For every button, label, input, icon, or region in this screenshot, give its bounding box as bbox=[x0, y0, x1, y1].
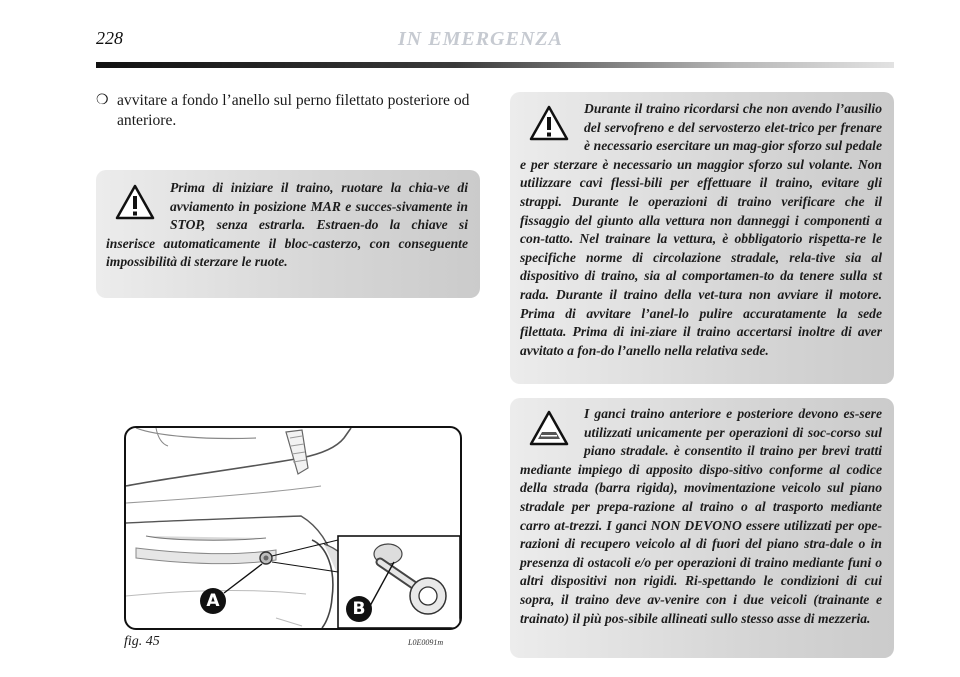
warning-triangle-icon bbox=[520, 100, 578, 146]
bullet-item bbox=[96, 91, 488, 131]
header-rule bbox=[96, 62, 894, 68]
warning-text: Prima di iniziare il traino, ruotare la chia-ve di avviamento in posizione MAR e succes-sivamente in STOP, senza estrarla. Estraen-do la chiave si inserisce automaticamente il bloc-casterzo, con conseguente impossibilità di sterzare le ruote. bbox=[106, 180, 468, 270]
callout-b-label: B bbox=[352, 599, 366, 619]
page-number: 228 bbox=[96, 28, 123, 48]
warning-text: I ganci traino anteriore e posteriore devono es-sere utilizzati unicamente per operazioni di soc-corso sul piano stradale. è consentito il traino per brevi tratti mediante impiego di apposito dispo-sitivo conforme al codice della strada (barra rigida), movimentazione veicolo sul piano stradale per prepa-razione al traino o al trasporto mediante carro at-trezzi. I ganci NON DEVONO essere utilizzati per ope-razioni di recupero veicolo al di fuori del piano stra-dale o in presenza di ostacoli e/o per operazioni di traino mediante funi o altri dispositivi non rigidi. Ri-spettando le condizioni di cui sopra, il traino deve av-venire con i due veicoli (trainante e trainato) il più pos-sibile allineati sullo stesso asse di mezzeria. bbox=[520, 406, 882, 626]
warning-box-hooks bbox=[510, 398, 894, 658]
warning-box-towing bbox=[510, 92, 894, 384]
bullet-marker: ❍ bbox=[96, 93, 109, 108]
road-warning-triangle-icon bbox=[520, 405, 578, 451]
callout-a-label: A bbox=[206, 591, 220, 611]
warning-box-key bbox=[96, 170, 480, 298]
car-rear-illustration bbox=[126, 428, 460, 628]
callout-b bbox=[346, 596, 372, 622]
callout-a bbox=[200, 588, 226, 614]
figure-code: L0E0091m bbox=[408, 638, 444, 647]
warning-text: Durante il traino ricordarsi che non avendo l’ausilio del servofreno e del servosterzo elet-trico per frenare è necessario esercitare un mag-gior sforzo sul pedale e per sterzare è necessario un maggior sforzo sul volante. Non utilizzare cavi flessi-bili per effettuare il traino, evitare gli strappi. Durante le operazioni di traino verificare che il fissaggio del giunto alla vettura non danneggi i componenti a con-tatto. Nel trainare la vettura, è obbligatorio rispetta-re le specifiche norme di circolazione stradale, rela-tive sia al dispositivo di traino, sia al comportamen-to da tenere sulla st rada. Durante il traino della vet-tura non avviare il motore. Prima di avvitare l’anel-lo pulire accuratamente la sede filettata. Prima di ini-ziare il traino accertarsi inoltre di aver avvitato a fon-do l’anello nella relativa sede. bbox=[520, 101, 882, 358]
figure-caption: fig. 45 bbox=[124, 634, 160, 649]
section-title: IN EMERGENZA bbox=[398, 28, 563, 50]
warning-triangle-icon bbox=[106, 179, 164, 225]
figure-towing-hook bbox=[124, 426, 462, 630]
bullet-text: avvitare a fondo l’anello sul perno filettato posteriore od anteriore. bbox=[117, 92, 470, 129]
